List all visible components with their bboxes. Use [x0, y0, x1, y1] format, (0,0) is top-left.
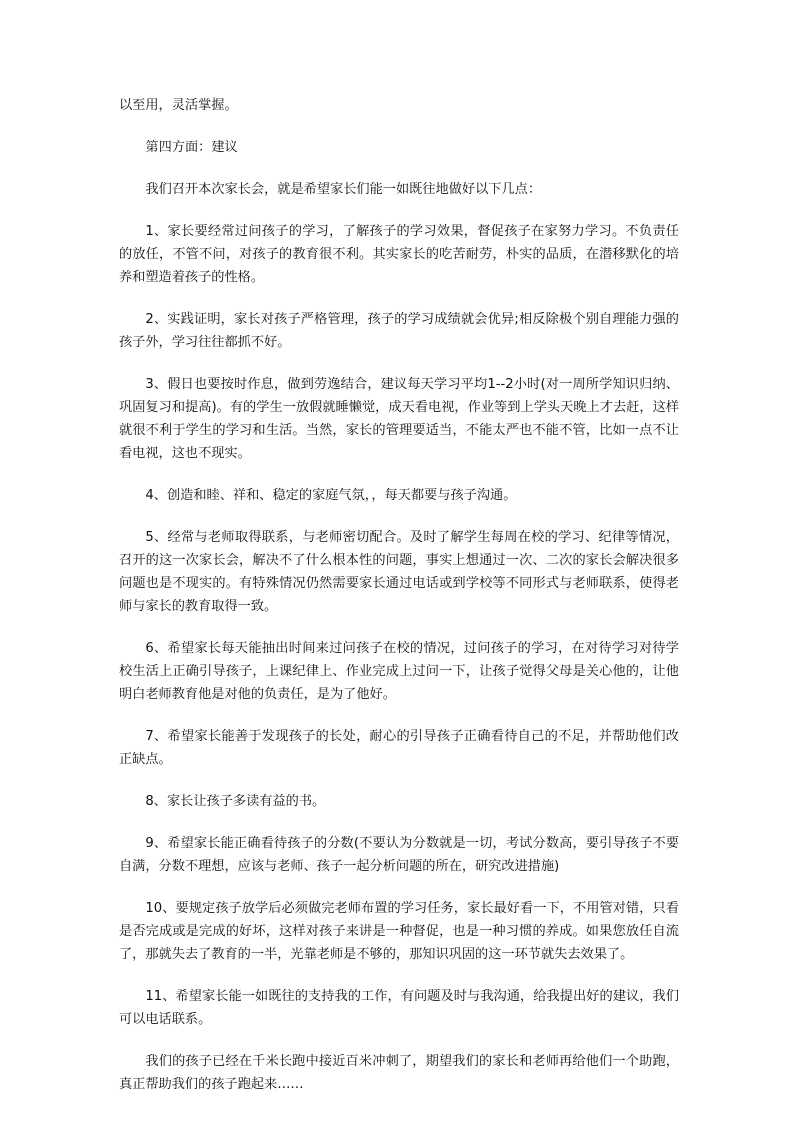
suggestion-item-6: 6、希望家长每天能抽出时间来过问孩子在校的情况，过问孩子的学习，在对待学习对待学校生活上正确引导孩子，上课纪律上、作业完成上过问一下，让孩子觉得父母是关心他的，让他明白老师教育他是对他的负责任，是为了他好。 [119, 641, 679, 702]
suggestion-item-1: 1、家长要经常过问孩子的学习，了解孩子的学习效果，督促孩子在家努力学习。不负责任的放任，不管不问，对孩子的教育很不利。其实家长的吃苦耐劳，朴实的品质，在潜移默化的培养和塑造着孩子的性格。 [119, 224, 679, 285]
closing-paragraph: 我们的孩子已经在千米长跑中接近百米冲刺了，期望我们的家长和老师再给他们一个助跑，真正帮助我们的孩子跑起来…… [119, 1054, 679, 1092]
suggestion-item-8: 8、家长让孩子多读有益的书。 [145, 794, 326, 809]
suggestion-item-11: 11、希望家长能一如既往的支持我的工作，有问题及时与我沟通，给我提出好的建议，我们可以电话联系。 [119, 989, 679, 1027]
suggestion-item-5: 5、经常与老师取得联系，与老师密切配合。及时了解学生每周在校的学习、纪律等情况，召开的这一次家长会，解决不了什么根本性的问题，事实上想通过一次、二次的家长会解决很多问题也是不现实的。有特殊情况仍然需要家长通过电话或到学校等不同形式与老师联系，使得老师与家长的教育取得一致。 [119, 530, 679, 614]
paragraph-continuation: 以至用，灵活掌握。 [119, 98, 238, 113]
document-page [119, 94, 679, 1115]
section-heading: 第四方面：建议 [145, 140, 238, 155]
suggestion-item-4: 4、创造和睦、祥和、稳定的家庭气氛，，每天都要与孩子沟通。 [145, 488, 517, 503]
intro-paragraph: 我们召开本次家长会，就是希望家长们能一如既往地做好以下几点： [145, 182, 542, 197]
suggestion-item-2: 2、实践证明，家长对孩子严格管理，孩子的学习成绩就会优异;相反除极个别自理能力强的孩子外，学习往往都抓不好。 [119, 312, 679, 350]
suggestion-item-10: 10、要规定孩子放学后必须做完老师布置的学习任务，家长最好看一下，不用管对错，只看是否完成或是完成的好坏，这样对孩子来讲是一种督促，也是一种习惯的养成。如果您放任自流了，那就失去了教育的一半，光靠老师是不够的，那知识巩固的这一环节就失去效果了。 [119, 901, 679, 962]
suggestion-item-3: 3、假日也要按时作息，做到劳逸结合，建议每天学习平均1--2小时(对一周所学知识归纳、巩固复习和提高)。有的学生一放假就睡懒觉，成天看电视，作业等到上学头天晚上才去赶，这样就很不利于学生的学习和生活。当然，家长的管理要适当，不能太严也不能不管，比如一点不让看电视，这也不现实。 [119, 377, 679, 461]
suggestion-item-9: 9、希望家长能正确看待孩子的分数(不要认为分数就是一切，考试分数高，要引导孩子不要自满，分数不理想，应该与老师、孩子一起分析问题的所在，研究改进措施) [119, 836, 679, 874]
suggestion-item-7: 7、希望家长能善于发现孩子的长处，耐心的引导孩子正确看待自己的不足，并帮助他们改正缺点。 [119, 729, 679, 767]
